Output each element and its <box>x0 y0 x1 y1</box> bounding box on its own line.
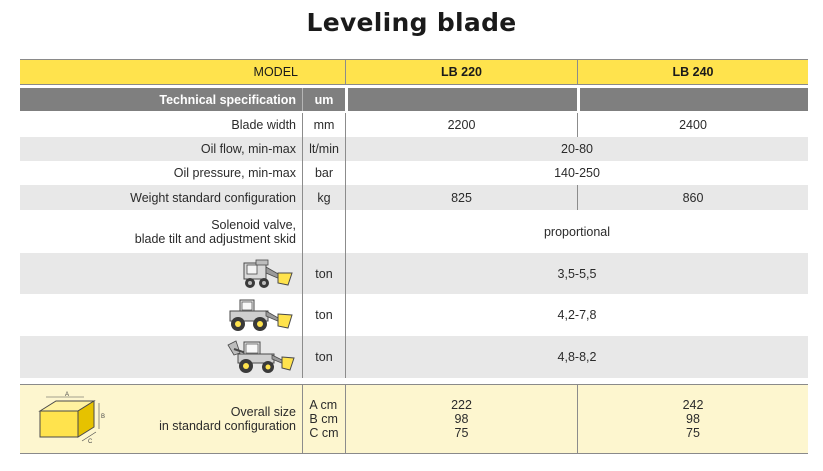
unit-b: B cm <box>309 412 338 426</box>
table-row <box>20 210 808 253</box>
value-merged: proportional <box>345 210 808 253</box>
machine-icon-cell <box>20 294 302 336</box>
spec-header-row <box>20 88 808 111</box>
overall-units <box>302 385 345 453</box>
spec-empty-lb240 <box>577 88 808 111</box>
lb240-a: 242 <box>682 398 704 412</box>
box-label-b: B <box>101 414 106 420</box>
value-merged: 3,5-5,5 <box>345 253 808 294</box>
value-lb240: 860 <box>577 185 808 210</box>
row-unit: mm <box>302 113 345 137</box>
overall-size-row <box>20 384 808 454</box>
model-header-row <box>20 59 808 85</box>
lb220-a: 222 <box>451 398 472 412</box>
dimension-box-icon <box>36 391 106 447</box>
row-label: Weight standard configuration <box>130 190 296 205</box>
value-lb220: 825 <box>345 185 577 210</box>
table-row <box>20 161 808 185</box>
row-label-line1: Solenoid valve, <box>211 217 296 232</box>
backhoe-loader-icon <box>226 339 296 375</box>
table-row <box>20 113 808 137</box>
row-unit <box>302 210 345 253</box>
spec-label: Technical specification <box>159 92 296 107</box>
value-merged: 20-80 <box>345 137 808 161</box>
row-label: Oil flow, min-max <box>200 142 296 156</box>
table-row <box>20 336 808 378</box>
row-unit: bar <box>302 161 345 185</box>
value-lb240: 2400 <box>577 113 808 137</box>
row-unit: ton <box>302 294 345 336</box>
table-row <box>20 294 808 336</box>
row-unit: lt/min <box>302 137 345 161</box>
row-unit: ton <box>302 253 345 294</box>
box-label-a: A <box>65 392 70 398</box>
table-row <box>20 185 808 210</box>
page-title: Leveling blade <box>306 8 517 37</box>
model-label: MODEL <box>253 65 298 79</box>
overall-lb220 <box>345 385 577 453</box>
row-label-line2: blade tilt and adjustment skid <box>134 231 296 246</box>
model-lb220: LB 220 <box>345 60 577 84</box>
overall-label-cell <box>20 385 302 453</box>
unit-c: C cm <box>309 426 339 440</box>
value-merged: 140-250 <box>345 161 808 185</box>
row-unit: kg <box>302 185 345 210</box>
lb220-c: 75 <box>454 426 469 440</box>
spec-unit: um <box>302 88 345 111</box>
overall-label-line1: Overall size <box>230 405 296 419</box>
row-label: Blade width <box>231 118 296 132</box>
overall-label-line2: in standard configuration <box>159 419 296 433</box>
skid-steer-loader-icon <box>236 257 296 291</box>
row-unit: ton <box>302 336 345 378</box>
row-label: Oil pressure, min-max <box>173 166 296 180</box>
machine-icon-cell <box>20 336 302 378</box>
box-label-c: C <box>88 439 93 445</box>
lb220-b: 98 <box>454 412 469 426</box>
spec-empty-lb220 <box>345 88 577 111</box>
overall-lb240 <box>577 385 808 453</box>
value-lb220: 2200 <box>345 113 577 137</box>
model-lb240: LB 240 <box>577 60 808 84</box>
unit-a: A cm <box>309 398 338 412</box>
table-row <box>20 137 808 161</box>
value-merged: 4,2-7,8 <box>345 294 808 336</box>
table-row <box>20 253 808 294</box>
lb240-b: 98 <box>686 412 700 426</box>
wheel-loader-icon <box>226 297 296 333</box>
value-merged: 4,8-8,2 <box>345 336 808 378</box>
lb240-c: 75 <box>686 426 700 440</box>
machine-icon-cell <box>20 253 302 294</box>
row-label <box>20 210 302 253</box>
